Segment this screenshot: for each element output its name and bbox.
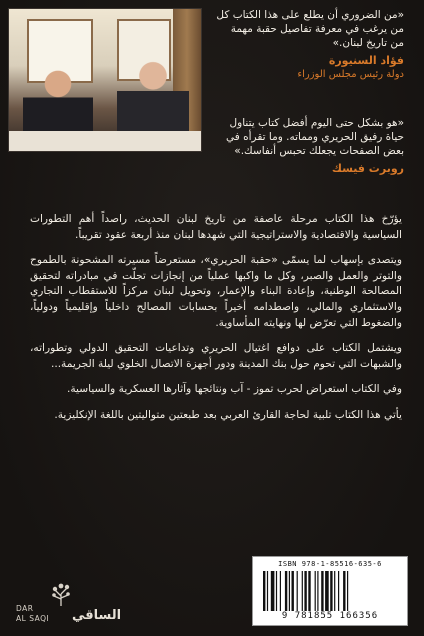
blurb-paragraph: وفي الكتاب استعراض لحرب تموز - آب ونتائجها وآثارها العسكرية والسياسية. xyxy=(66,383,402,396)
tree-icon xyxy=(50,582,72,608)
publisher-name-line2: AL SAQI xyxy=(16,614,50,623)
publisher-name-arabic: الساقي xyxy=(72,608,122,623)
photo-table xyxy=(9,131,201,151)
quote-1-author: فؤاد السنيورة xyxy=(328,54,404,67)
isbn-label: ISBN 978-1-85516-635-6 xyxy=(278,560,382,568)
barcode xyxy=(252,556,408,626)
quote-2-text: «هو بشكل حتى اليوم أفضل كتاب يتناول حياة رفيق الحريري ومماته. وما تقرأه في بعض الصفحات يجعلك تحبس أنفاسك.» xyxy=(226,117,404,157)
publisher-name-line1: DAR xyxy=(16,604,34,613)
blurb-paragraph: يؤرّخ هذا الكتاب مرحلة عاصفة من تاريخ لبنان الحديث، راصداً أهم التطورات السياسية والاقتصادية والاستراتيجية التي شهدها لبنان منذ أربعة عقود تقريباً. xyxy=(30,213,402,241)
barcode-number: 9 781855 166356 xyxy=(281,611,379,621)
quote-2 xyxy=(214,116,404,176)
publisher-logo xyxy=(6,582,122,628)
blurb-paragraph: يأتي هذا الكتاب تلبية لحاجة القارئ العربي بعد طبعتين متواليتين باللغة الإنكليزية. xyxy=(54,408,402,421)
blurb-body xyxy=(30,212,402,434)
quote-1-text: «من الضروري أن يطلع على هذا الكتاب كل من يرغب في معرفة تفاصيل حقبة مهمة من تاريخ لبنان.» xyxy=(216,9,404,49)
quote-2-author: روبرت فيسك xyxy=(331,162,404,175)
barcode-bars xyxy=(263,571,397,611)
blurb-paragraph: ويشتمل الكتاب على دوافع اغتيال الحريري وتداعيات التحقيق الدولي وتطوراته، والشبهات التي تحوم حول بنك المدينة ودور أجهزة الاتصال الخلوي ليلة الجريمة... xyxy=(30,342,402,370)
quote-1 xyxy=(214,8,404,96)
quote-1-role: دولة رئيس مجلس الوزراء xyxy=(297,69,404,80)
author-photo xyxy=(8,8,202,152)
blurb-paragraph: ويتصدى بإسهاب لما يسمّى «حقبة الحريري»، مستعرضاً مسيرته المشحونة بالطموح والتوتر والعمل والصبر، وكل ما واكبها عملياً من إنجازات تجلّت في مبادراته لتحقيق المصالحة الوطنية، وإعادة البناء والإعمار، وتحويل لبنان مركزاً للاستقطاب التجاري والاستثماري والمالي، واصطدامه أخيراً بحسابات المصالح داخلياً وإقليمياً ودولياً، والضغوط التي تعرّض لها ونهايته المأساوية. xyxy=(30,254,402,329)
